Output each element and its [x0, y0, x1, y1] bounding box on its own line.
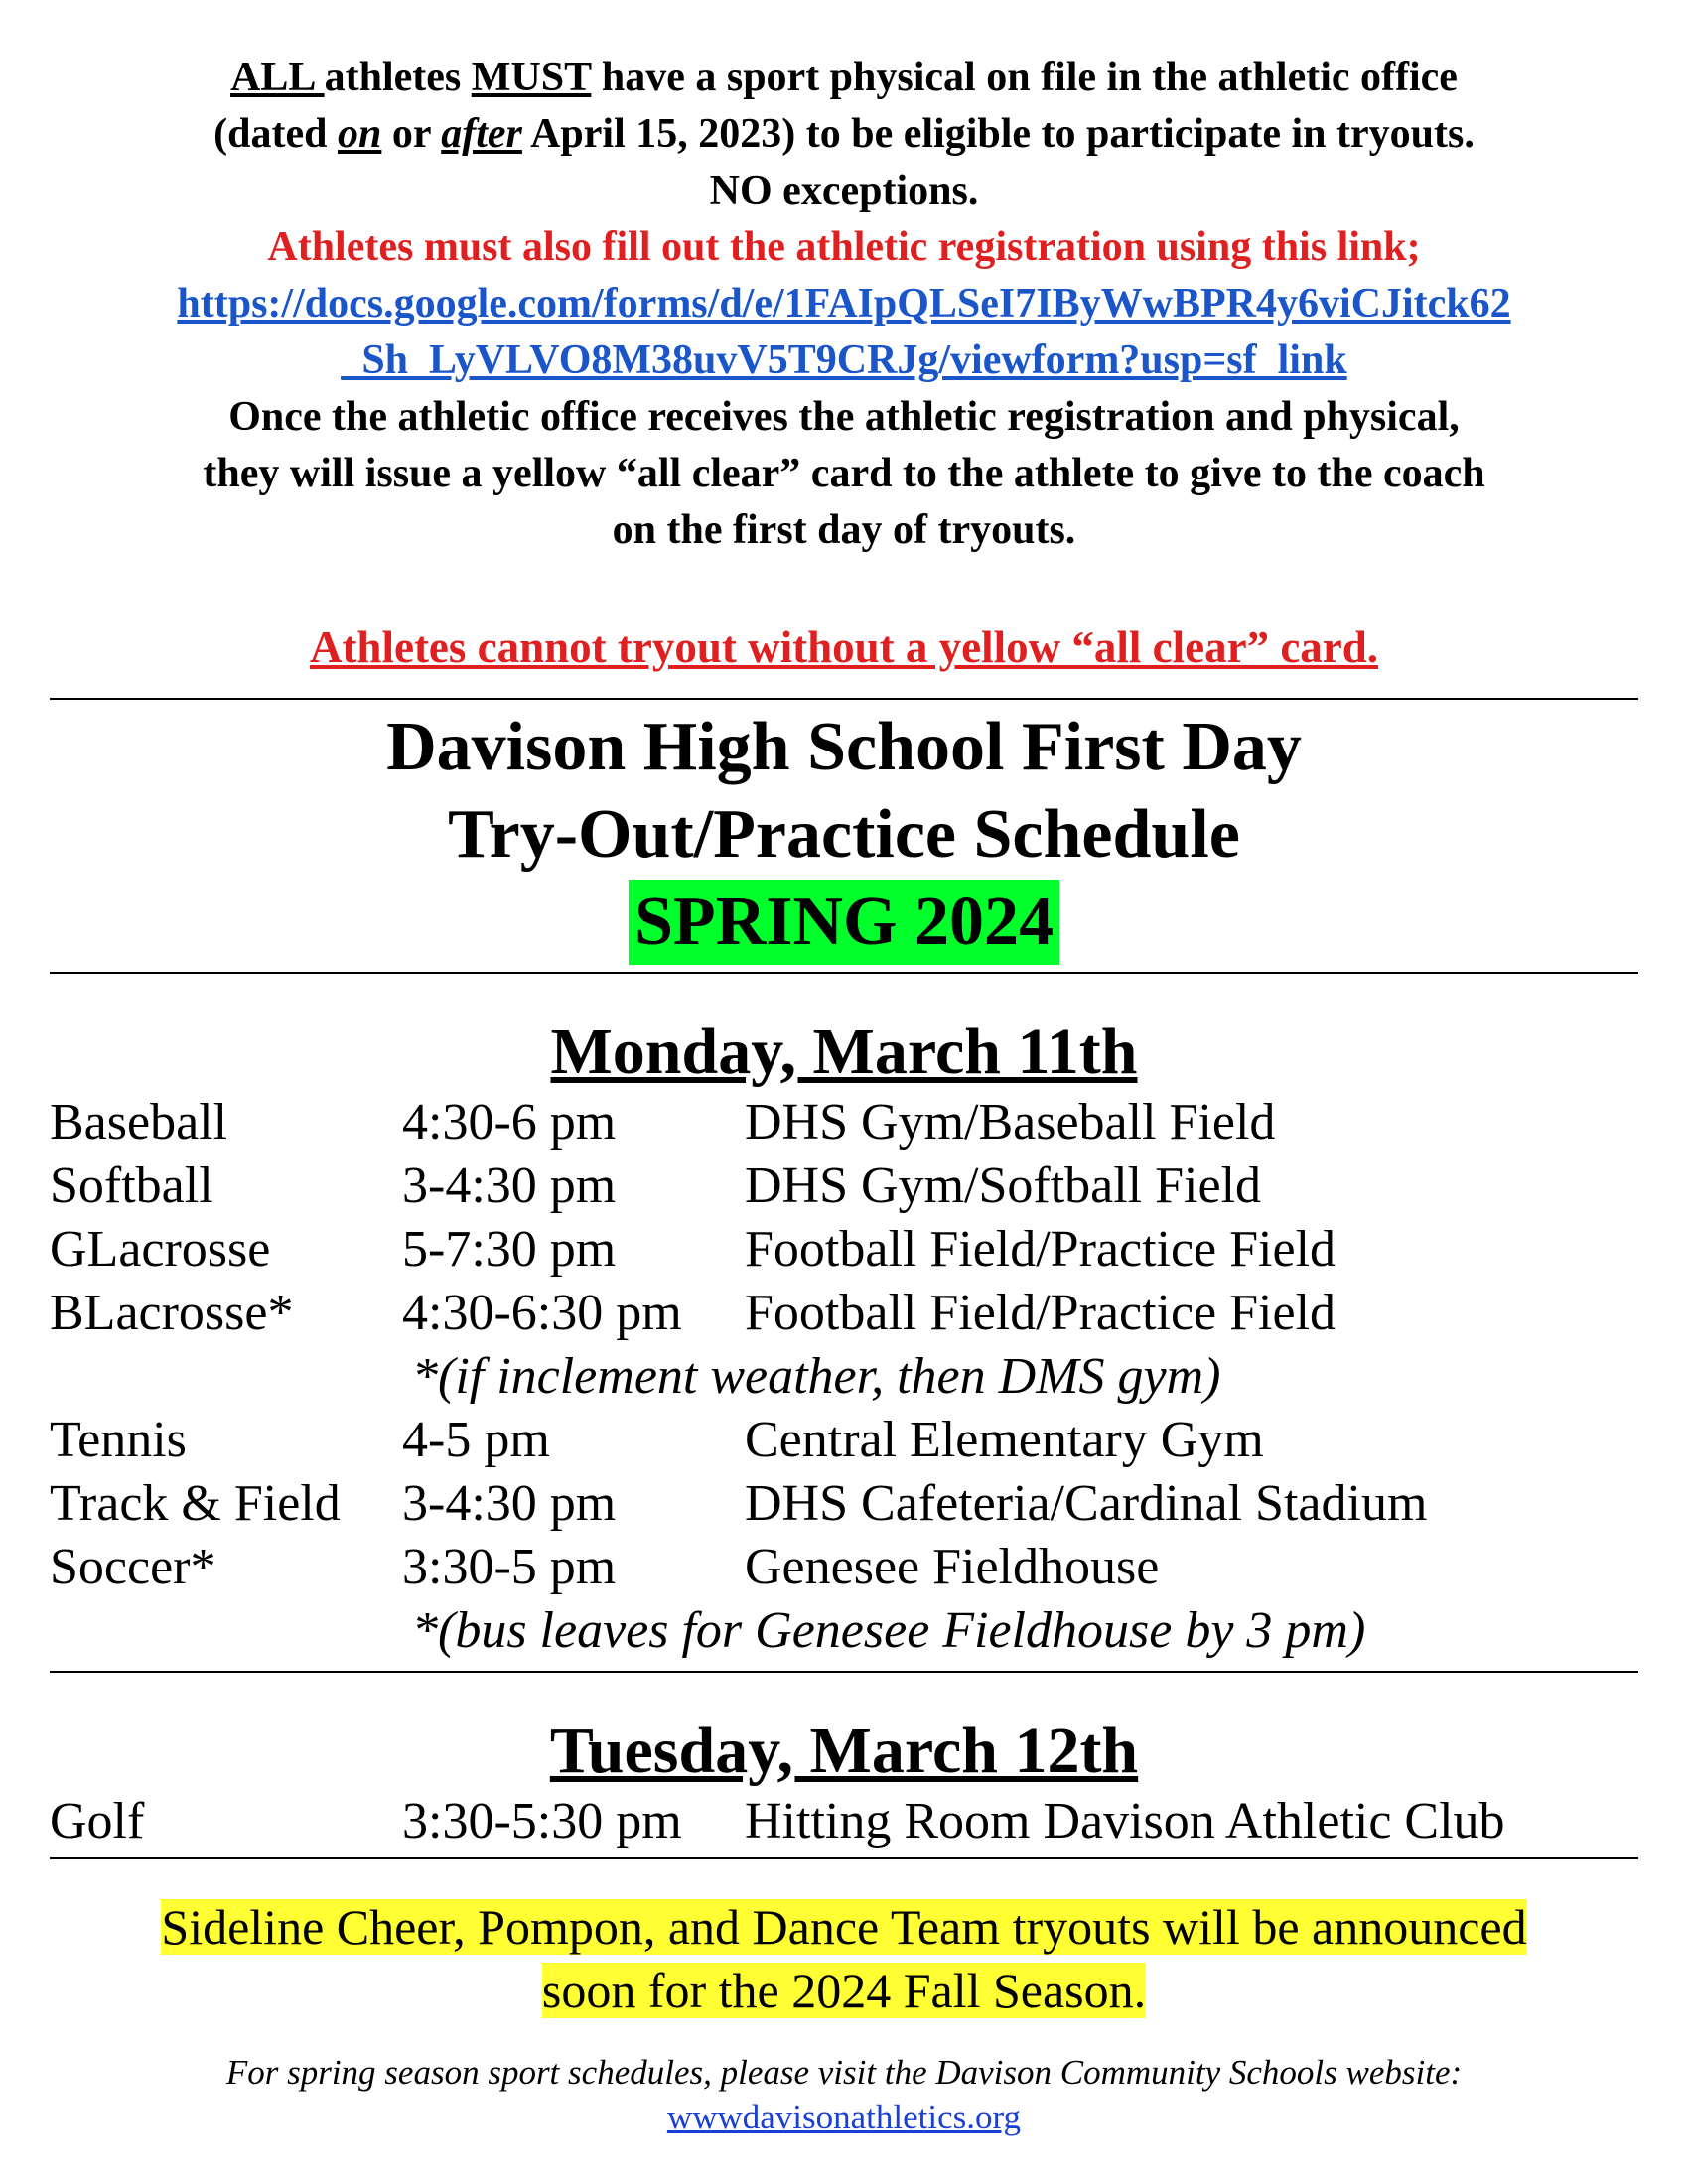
athletics-website-link[interactable]: wwwdavisonathletics.org [666, 2098, 1022, 2136]
title-line-1: Davison High School First Day [386, 709, 1302, 785]
divider [50, 698, 1638, 700]
emphasis-after: after [441, 111, 522, 157]
sport-location: Hitting Room Davison Athletic Club [745, 1793, 1505, 1849]
season-badge: SPRING 2024 [629, 880, 1059, 965]
sport-name: Golf [50, 1793, 145, 1849]
emphasis-must: MUST [471, 55, 592, 100]
all-clear-info-2: they will issue a yellow “all clear” card to the athlete to give to the coach [203, 451, 1485, 496]
cheer-line-2: soon for the 2024 Fall Season. [541, 1963, 1147, 2018]
sport-location: DHS Cafeteria/Cardinal Stadium [745, 1475, 1428, 1532]
schedule-title [50, 704, 1638, 966]
notice-text: athletes [324, 55, 472, 100]
schedule-row-baseball [50, 1091, 1638, 1155]
sport-name: Baseball [50, 1094, 228, 1151]
sport-location: Genesee Fieldhouse [745, 1539, 1160, 1595]
sport-time: 4-5 pm [402, 1412, 550, 1468]
divider [50, 972, 1638, 974]
monday-heading: Monday, March 11th [550, 1016, 1138, 1088]
cheer-line-1: Sideline Cheer, Pompon, and Dance Team tryouts will be announced [161, 1899, 1527, 1955]
sport-time: 4:30-6 pm [402, 1094, 617, 1151]
sport-name: Softball [50, 1158, 213, 1214]
schedule-row-blacrosse [50, 1282, 1638, 1345]
schedule-row-tennis [50, 1409, 1638, 1472]
notice-text: (dated [213, 111, 338, 157]
sport-time: 5-7:30 pm [402, 1221, 617, 1278]
sport-time: 3-4:30 pm [402, 1158, 617, 1214]
schedule-row-softball [50, 1155, 1638, 1218]
tuesday-schedule [50, 1790, 1638, 1853]
flyer-page [50, 50, 1638, 2139]
sport-name: Track & Field [50, 1475, 341, 1532]
notice-line-3: NO exceptions. [709, 168, 979, 213]
emphasis-on: on [338, 111, 382, 157]
sport-name: GLacrosse [50, 1221, 271, 1278]
sport-time: 3-4:30 pm [402, 1475, 617, 1532]
notice-line-1 [50, 50, 1638, 106]
registration-instruction: Athletes must also fill out the athletic registration using this link; [267, 224, 1421, 270]
sport-time: 3:30-5 pm [402, 1539, 617, 1595]
registration-link-line-2: _Sh_LyVLVO8M38uvV5T9CRJg/viewform?usp=sf_link [341, 338, 1347, 383]
sport-time: 3:30-5:30 pm [402, 1793, 682, 1849]
sport-name: Tennis [50, 1412, 187, 1468]
sport-location: DHS Gym/Softball Field [745, 1158, 1262, 1214]
divider [50, 1671, 1638, 1673]
all-clear-info-3: on the first day of tryouts. [612, 507, 1076, 553]
notice-text: or [381, 111, 442, 157]
schedule-row-glacrosse [50, 1218, 1638, 1282]
schedule-row-golf [50, 1790, 1638, 1853]
divider [50, 1857, 1638, 1859]
notice-line-2 [50, 106, 1638, 163]
emphasis-all: ALL [230, 55, 325, 100]
sport-location: Football Field/Practice Field [745, 1285, 1336, 1341]
notice-text: April 15, 2023) to be eligible to participate in tryouts. [521, 111, 1475, 157]
all-clear-info-1: Once the athletic office receives the athletic registration and physical, [228, 394, 1460, 440]
sport-name: Soccer* [50, 1539, 216, 1595]
eligibility-notice [50, 50, 1638, 676]
footer-text: For spring season sport schedules, please visit the Davison Community Schools website: [225, 2053, 1463, 2092]
registration-link-line-1: https://docs.google.com/forms/d/e/1FAIpQLSeI7IByWwBPR4y6viCJitck62 [177, 281, 1511, 327]
title-line-2: Try-Out/Practice Schedule [448, 796, 1240, 873]
schedule-row-soccer [50, 1536, 1638, 1599]
lacrosse-weather-note: *(if inclement weather, then DMS gym) [412, 1348, 1221, 1405]
sport-location: Football Field/Practice Field [745, 1221, 1336, 1278]
soccer-bus-note: *(bus leaves for Genesee Fieldhouse by 3 pm) [412, 1602, 1366, 1659]
tuesday-heading: Tuesday, March 12th [549, 1714, 1139, 1787]
monday-schedule [50, 1091, 1638, 1663]
sport-time: 4:30-6:30 pm [402, 1285, 682, 1341]
cheer-announcement [50, 1895, 1638, 2022]
sport-name: BLacrosse* [50, 1285, 294, 1341]
sport-location: DHS Gym/Baseball Field [745, 1094, 1276, 1151]
schedule-row-track [50, 1472, 1638, 1536]
notice-text: have a sport physical on file in the athletic office [591, 55, 1458, 100]
all-clear-warning: Athletes cannot tryout without a yellow “all clear” card. [309, 622, 1379, 672]
registration-link[interactable] [50, 276, 1638, 389]
sport-location: Central Elementary Gym [745, 1412, 1264, 1468]
